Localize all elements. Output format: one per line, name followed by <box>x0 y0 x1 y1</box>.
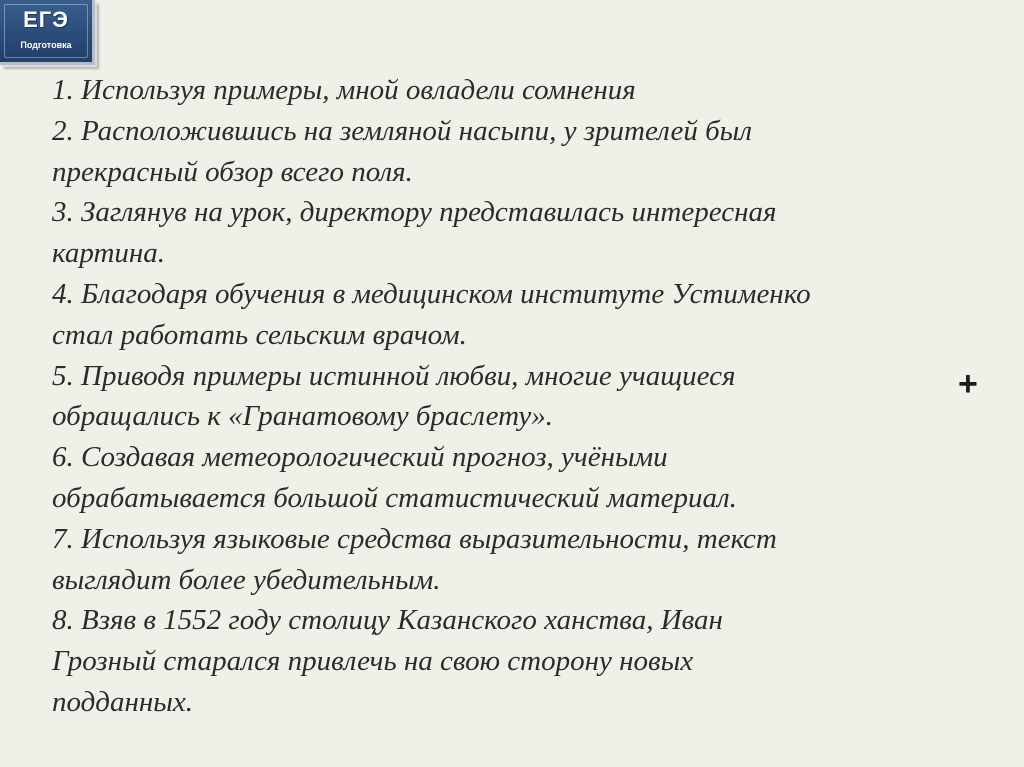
sentence-item: 3. Заглянув на урок, директору представилась интересная картина. <box>52 196 777 270</box>
sentence-item: 8. Взяв в 1552 году столицу Казанского ханства, Иван Грозный старался привлечь на свою сторону новых подданных. <box>52 604 723 718</box>
logo-title: ЕГЭ <box>23 7 69 32</box>
plus-mark: + <box>958 365 978 403</box>
ege-logo <box>0 0 95 65</box>
sentence-item: 4. Благодаря обучения в медицинском институте Устименко стал работать сельским врачом. <box>52 277 811 351</box>
sentence-list <box>52 70 952 723</box>
sentence-item: 2. Расположившись на земляной насыпи, у зрителей был прекрасный обзор всего поля. <box>52 114 752 188</box>
sentence-item: 7. Используя языковые средства выразительности, текст выглядит более убедительным. <box>52 522 777 596</box>
sentence-item: 6. Создавая метеорологический прогноз, учёными обрабатывается большой статистический материал. <box>52 441 737 514</box>
sentence-item: 5. Приводя примеры истинной любви, многие учащиеся обращались к «Гранатовому браслету». <box>52 359 736 433</box>
sentence-item: 1. Используя примеры, мной овладели сомнения <box>52 74 636 106</box>
logo-subtitle: Подготовка <box>20 40 72 50</box>
